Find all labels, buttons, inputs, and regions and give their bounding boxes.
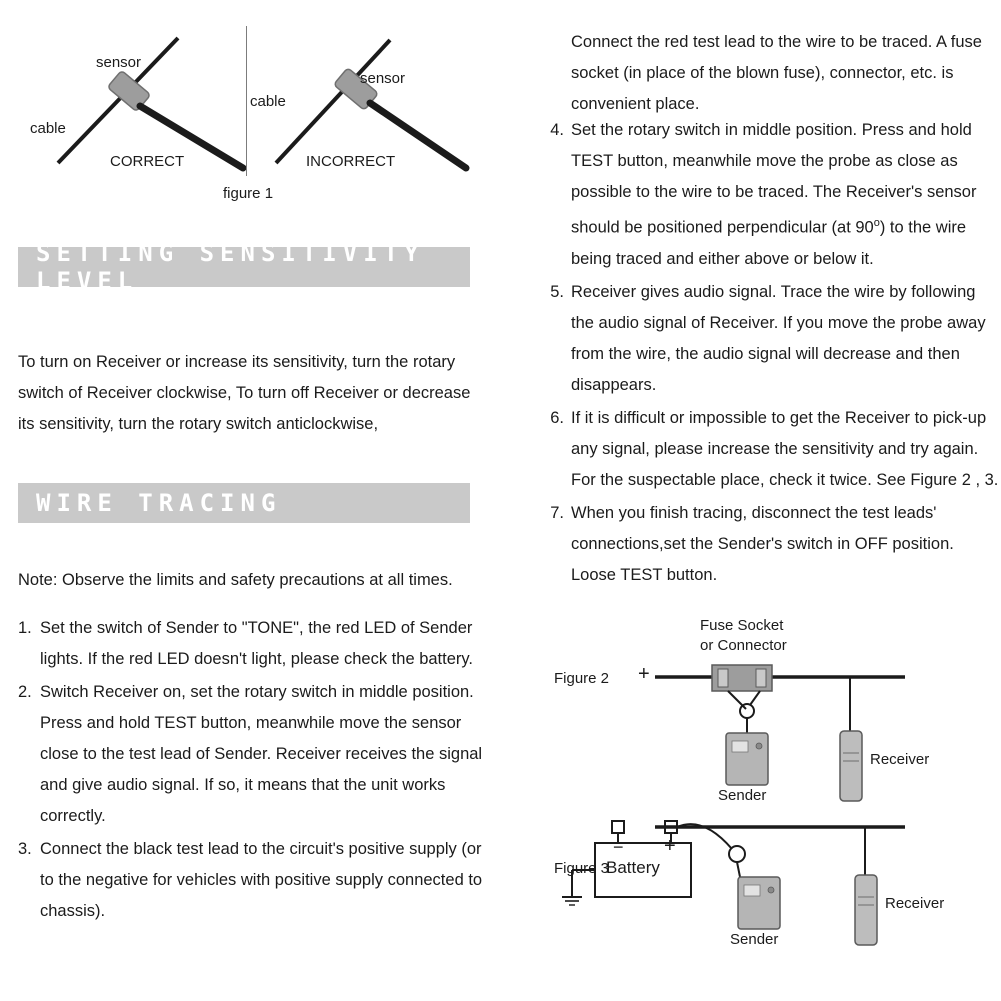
figure-divider (246, 26, 247, 176)
section-header-sensitivity-label: SETTING SENSITIVITY LEVEL (36, 239, 425, 295)
list-item-text: Set the rotary switch in middle position. Press and hold TEST button, meanwhile move the probe as close as possible to the wire to be traced. The Receiver's sensor should be positioned perpendicular (at 90$^o$) to the wire being traced and either above or below it. (571, 121, 977, 268)
figure3-receiver-label: Receiver (885, 895, 945, 912)
list-item-text: When you finish tracing, disconnect the test leads' connections,set the Sender's switch in OFF position. Loose TEST button. (571, 503, 954, 584)
right-intro-paragraph: Connect the red test lead to the wire to be traced. A fuse socket (in place of the blown fuse), connector, etc. is convenient place. (571, 32, 982, 113)
figure2-fuse-socket-line1: Fuse Socket (700, 617, 784, 634)
figure1-label-sensor-right: sensor (360, 70, 406, 87)
section-header-wire-tracing-label: WIRE TRACING (36, 489, 282, 517)
list-item-number: 2. (18, 683, 32, 701)
figure1-label-cable-left: cable (30, 120, 66, 137)
sensitivity-paragraph: To turn on Receiver or increase its sensitivity, turn the rotary switch of Receiver clockwise, To turn off Receiver or decrease its sensitivity, turn the rotary switch anticlockwise, (18, 352, 471, 433)
list-item-number: 7. (550, 503, 564, 522)
figure-1-diagram (18, 8, 488, 218)
list-item-text: If it is difficult or impossible to get the Receiver to pick-up any signal, please increase the sensitivity and try again. For the suspectable place, check it twice. See Figure 2 , 3. (571, 408, 999, 489)
note-paragraph: Note: Observe the limits and safety precautions at all times. (18, 570, 453, 589)
figure2-fuse-socket-line2: or Connector (700, 637, 787, 654)
figure1-caption: figure 1 (223, 185, 274, 202)
degree-superscript: o (873, 217, 880, 229)
figure1-label-correct: CORRECT (110, 153, 185, 170)
list-item-number: 4. (550, 121, 564, 139)
list-item (18, 677, 488, 832)
list-item (540, 498, 1000, 591)
figure2-plus-sign: + (638, 663, 650, 685)
list-item (540, 277, 1000, 401)
steps-list-right (540, 115, 1000, 593)
figure2-label: Figure 2 (554, 670, 610, 687)
steps-list-left (18, 613, 488, 929)
figure3-battery-label: Battery (606, 858, 660, 877)
list-item-text: Connect the black test lead to the circuit's positive supply (or to the negative for vehicles with positive supply connected to chassis). (40, 840, 483, 920)
list-item-number: 6. (550, 408, 564, 427)
figure1-label-incorrect: INCORRECT (306, 153, 396, 170)
figure3-sender-label: Sender (730, 931, 779, 948)
figure2-sender-label: Sender (718, 787, 767, 804)
figure1-label-cable-right: cable (250, 93, 286, 110)
figure1-label-sensor-left: sensor (96, 54, 142, 71)
list-item-text: Switch Receiver on, set the rotary switch in middle position. Press and hold TEST button, meanwhile move the sensor close to the test lead of Sender. Receiver receives the signal and give audio signal. If so, it means that the unit works correctly. (40, 683, 483, 825)
section-header-wire-tracing (18, 483, 470, 523)
list-item-number: 1. (18, 619, 32, 637)
figure3-minus-sign: − (613, 837, 624, 857)
figure2-receiver-label: Receiver (870, 751, 930, 768)
list-item (540, 403, 1000, 496)
list-item-number: 5. (550, 282, 564, 301)
figure3-label: Figure 3 (554, 860, 610, 877)
list-item-text: Receiver gives audio signal. Trace the wire by following the audio signal of Receiver. If you move the probe away from the wire, the audio signal will decrease and then disappears. (571, 282, 986, 394)
list-item-text: Set the switch of Sender to "TONE", the red LED of Sender lights. If the red LED doesn't light, please check the battery. (40, 619, 474, 668)
list-item-number: 3. (18, 840, 32, 858)
left-column (18, 0, 488, 1001)
figures-2-3-diagram (554, 605, 990, 960)
list-item (540, 115, 1000, 275)
list-item (18, 613, 488, 675)
list-item (18, 834, 488, 927)
figure3-plus-sign: + (664, 835, 676, 857)
right-column (540, 0, 999, 1001)
section-header-sensitivity (18, 239, 470, 295)
